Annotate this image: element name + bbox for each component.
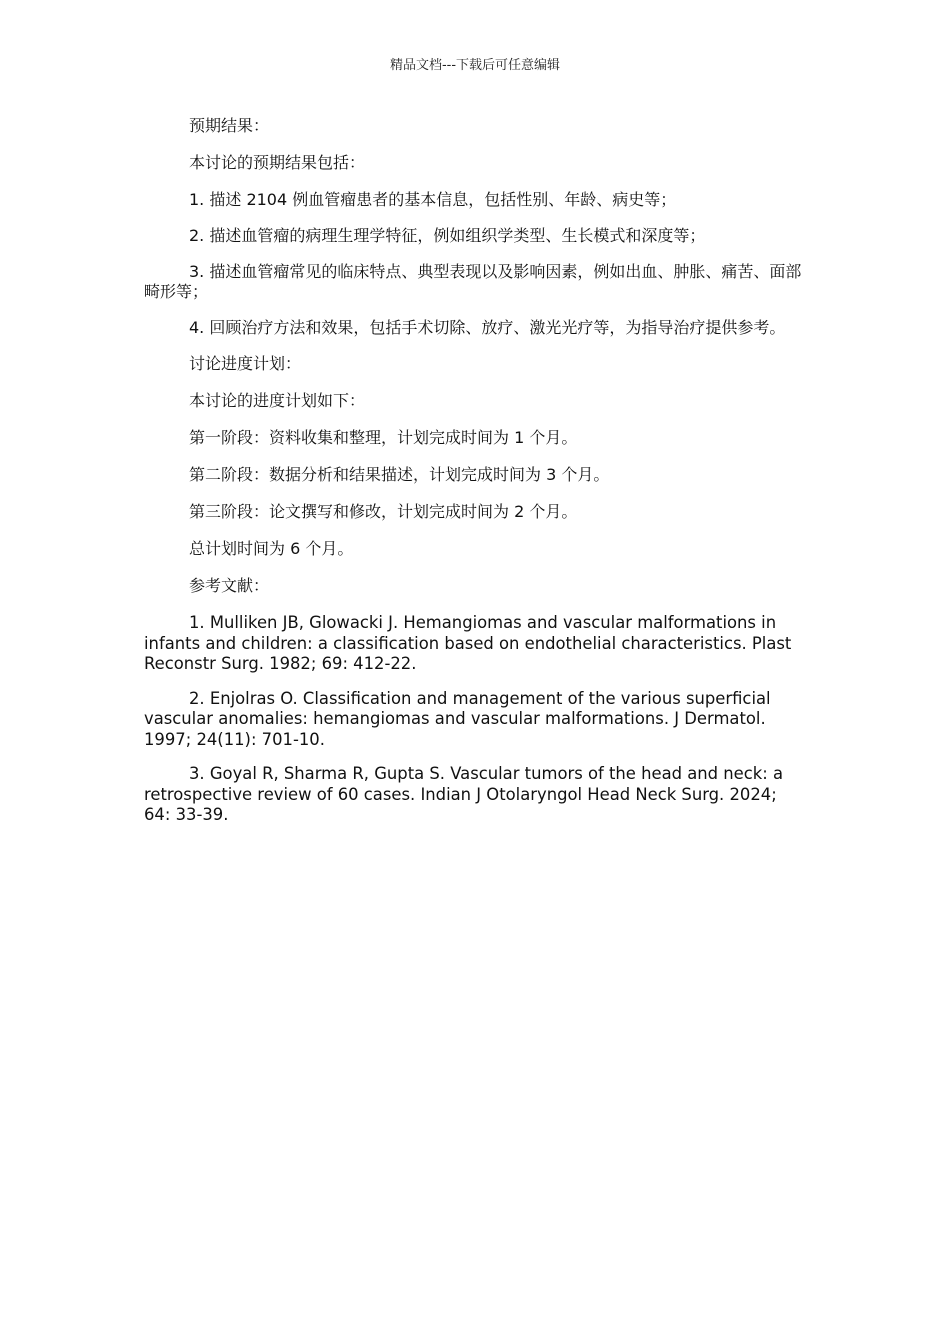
reference-item-3: 3. Goyal R, Sharma R, Gupta S. Vascular tumors of the head and neck: a retrospective review of 60 cases. Indian J Otolaryngol Head Neck Surg. 2024; 64: 33-39.: [144, 764, 784, 824]
expected-results-intro: 本讨论的预期结果包括：: [189, 153, 366, 172]
schedule-total: 总计划时间为 6 个月。: [189, 539, 354, 558]
reference-item-2: 2. Enjolras O. Classification and management of the various superficial vascular anomalies: hemangiomas and vascular malformations. J Dermatol. 1997; 24(11): 701-10.: [144, 688, 771, 749]
expected-result-item-1: 1. 描述 2104 例血管瘤患者的基本信息，包括性别、年龄、病史等；: [189, 190, 677, 209]
schedule-phase-2: 第二阶段：数据分析和结果描述，计划完成时间为 3 个月。: [189, 465, 610, 484]
document-body: [144, 116, 806, 840]
schedule-phase-1: 第一阶段：资料收集和整理，计划完成时间为 1 个月。: [189, 428, 578, 447]
page-header: 精品文档---下载后可任意编辑: [389, 58, 561, 73]
schedule-phase-3: 第三阶段：论文撰写和修改，计划完成时间为 2 个月。: [189, 502, 578, 521]
expected-results-heading: 预期结果：: [189, 116, 270, 135]
expected-result-item-3: 3. 描述血管瘤常见的临床特点、典型表现以及影响因素，例如出血、肿胀、痛苦、面部畸形等；: [144, 262, 802, 301]
expected-result-item-2: 2. 描述血管瘤的病理生理学特征，例如组织学类型、生长模式和深度等；: [189, 226, 706, 245]
expected-result-item-4: 4. 回顾治疗方法和效果，包括手术切除、放疗、激光光疗等，为指导治疗提供参考。: [189, 318, 786, 337]
schedule-intro: 本讨论的进度计划如下：: [189, 391, 366, 410]
references-heading: 参考文献：: [189, 576, 270, 595]
schedule-heading: 讨论进度计划：: [189, 354, 302, 373]
reference-item-1: 1. Mulliken JB, Glowacki J. Hemangiomas and vascular malformations in infants and children: a classification based on endothelial characteristics. Plast Reconstr Surg. 1982; 69: 412-22.: [144, 613, 792, 673]
